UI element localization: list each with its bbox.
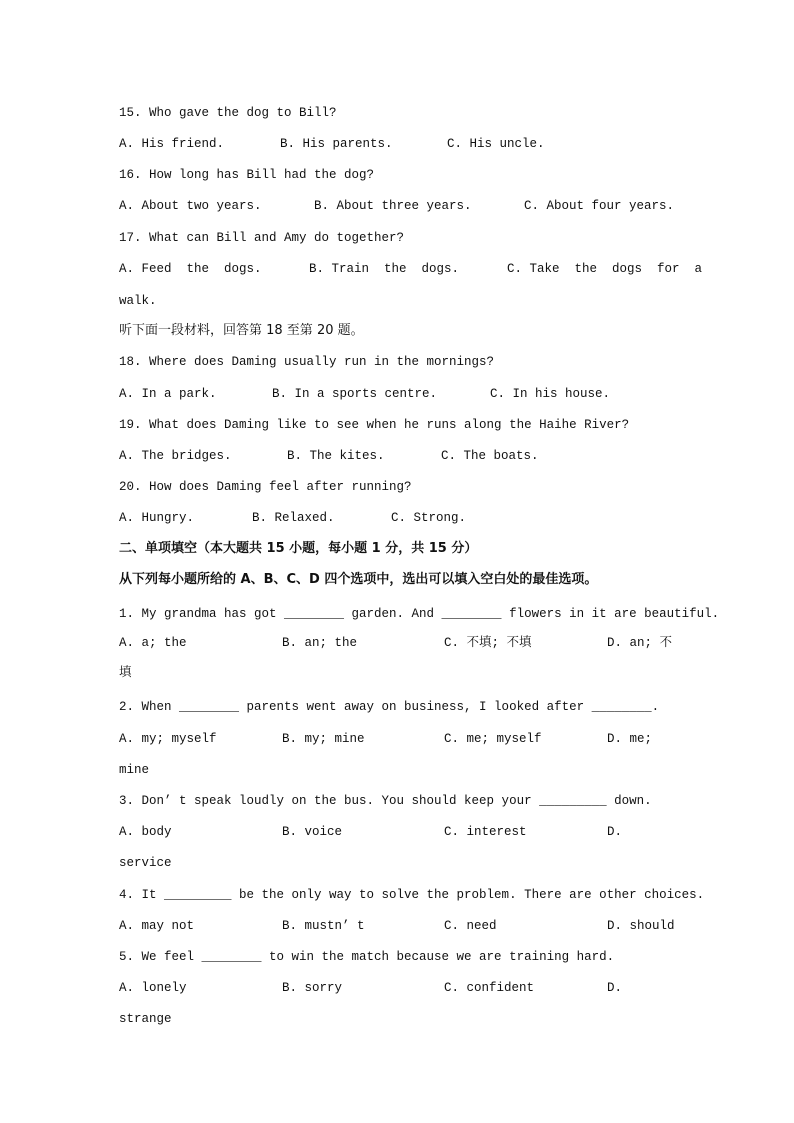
question-19: 19. What does Daming like to see when he runs along the Haihe River?	[119, 418, 630, 432]
item-2-option-d: D. me;	[607, 732, 653, 746]
question-17: 17. What can Bill and Amy do together?	[119, 231, 405, 245]
q17-option-c-cont: walk.	[119, 294, 157, 308]
item-1-option-d-cont: 填	[119, 666, 132, 680]
item-3-option-c: C. interest	[444, 825, 527, 839]
item-3-option-d: D.	[607, 825, 623, 839]
listening-intro: 听下面一段材料，回答第 18 至第 20 题。	[119, 323, 364, 338]
item-4: 4. It _________ be the only way to solve the problem. There are other choices.	[119, 888, 705, 902]
section-2-instructions: 从下列每小题所给的 A、B、C、D 四个选项中，选出可以填入空白处的最佳选项。	[119, 572, 598, 587]
item-3: 3. Don’ t speak loudly on the bus. You should keep your _________ down.	[119, 794, 652, 808]
q15-option-a: A. His friend.	[119, 137, 225, 151]
item-5-option-d-cont: strange	[119, 1012, 172, 1026]
q20-option-b: B. Relaxed.	[252, 511, 335, 525]
item-2-option-a: A. my; myself	[119, 732, 217, 746]
q16-option-a: A. About two years.	[119, 199, 262, 213]
question-18: 18. Where does Daming usually run in the mornings?	[119, 355, 495, 369]
q17-option-b: B. Train the dogs.	[309, 262, 460, 276]
item-2-option-c: C. me; myself	[444, 732, 542, 746]
item-5-option-d: D.	[607, 981, 623, 995]
item-2-option-d-cont: mine	[119, 763, 150, 777]
item-5-option-a: A. lonely	[119, 981, 187, 995]
q20-option-c: C. Strong.	[391, 511, 467, 525]
question-16: 16. How long has Bill had the dog?	[119, 168, 375, 182]
q18-option-b: B. In a sports centre.	[272, 387, 438, 401]
q17-option-a: A. Feed the dogs.	[119, 262, 262, 276]
item-1-option-b: B. an; the	[282, 636, 358, 650]
question-15: 15. Who gave the dog to Bill?	[119, 106, 337, 120]
q19-option-b: B. The kites.	[287, 449, 385, 463]
q17-option-c: C. Take the dogs for a	[507, 262, 703, 276]
item-4-option-a: A. may not	[119, 919, 195, 933]
q15-option-c: C. His uncle.	[447, 137, 545, 151]
item-4-option-b: B. mustn’ t	[282, 919, 365, 933]
item-4-option-c: C. need	[444, 919, 497, 933]
item-1: 1. My grandma has got ________ garden. And ________ flowers in it are beautiful.	[119, 607, 720, 621]
item-1-option-a: A. a; the	[119, 636, 187, 650]
q19-option-c: C. The boats.	[441, 449, 539, 463]
item-3-option-a: A. body	[119, 825, 172, 839]
item-3-option-d-cont: service	[119, 856, 172, 870]
item-1-option-c: C. 不填; 不填	[444, 636, 532, 650]
section-2-title: 二、单项填空（本大题共 15 小题，每小题 1 分，共 15 分）	[119, 541, 478, 556]
q20-option-a: A. Hungry.	[119, 511, 195, 525]
item-4-option-d: D. should	[607, 919, 675, 933]
q18-option-c: C. In his house.	[490, 387, 611, 401]
item-2: 2. When ________ parents went away on business, I looked after ________.	[119, 700, 660, 714]
question-20: 20. How does Daming feel after running?	[119, 480, 412, 494]
item-5-option-c: C. confident	[444, 981, 535, 995]
q15-option-b: B. His parents.	[280, 137, 393, 151]
q18-option-a: A. In a park.	[119, 387, 217, 401]
item-1-option-d: D. an; 不	[607, 636, 673, 650]
q16-option-b: B. About three years.	[314, 199, 472, 213]
item-3-option-b: B. voice	[282, 825, 343, 839]
q19-option-a: A. The bridges.	[119, 449, 232, 463]
q16-option-c: C. About four years.	[524, 199, 675, 213]
item-2-option-b: B. my; mine	[282, 732, 365, 746]
item-5-option-b: B. sorry	[282, 981, 343, 995]
item-5: 5. We feel ________ to win the match because we are training hard.	[119, 950, 615, 964]
